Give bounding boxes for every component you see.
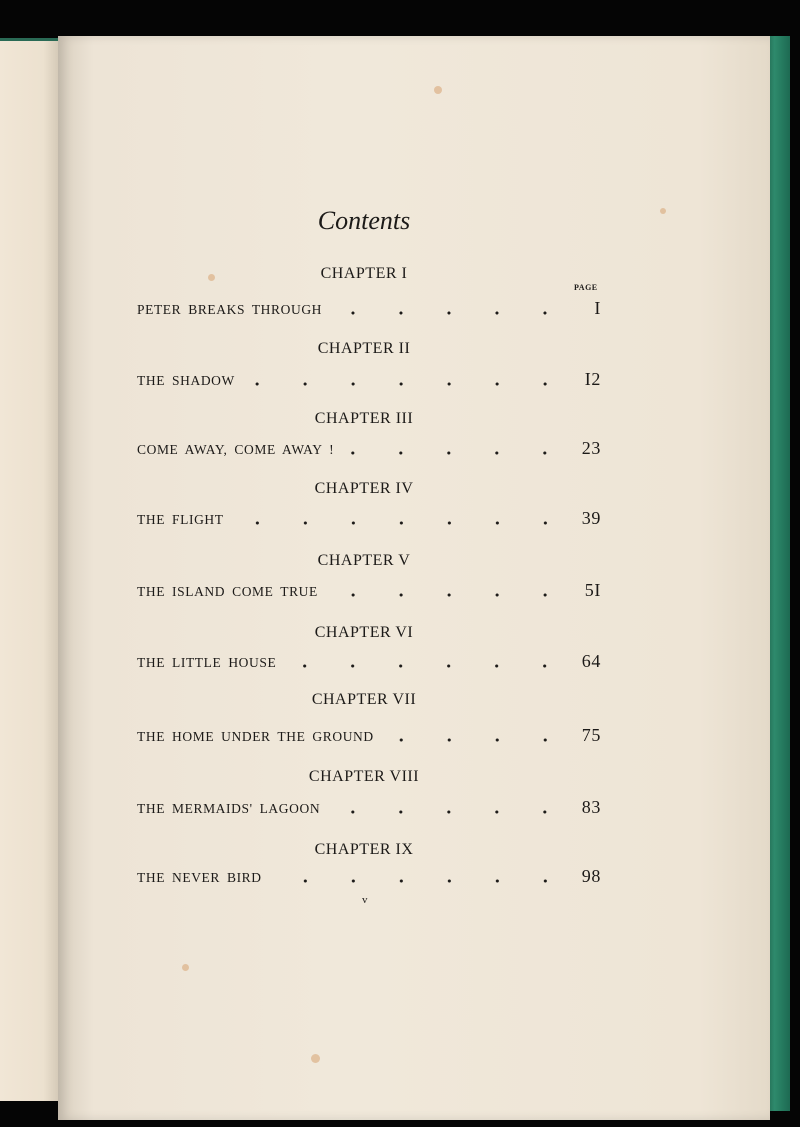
chapter-title: COME AWAY, COME AWAY ! [137, 442, 335, 457]
foxing-spot [182, 964, 189, 971]
toc-entry [137, 651, 601, 672]
page-number: 5I [584, 580, 601, 600]
dot-leader [348, 451, 569, 455]
chapter-heading: CHAPTER IV [314, 480, 414, 497]
page-number: 83 [581, 797, 601, 817]
dot-leader [290, 664, 569, 668]
dot-leader [332, 593, 569, 597]
chapter-title: THE ISLAND COME TRUE [137, 584, 318, 599]
chapter-title: THE MERMAIDS' LAGOON [137, 801, 321, 816]
page-number: 39 [581, 508, 601, 528]
dot-leader [334, 810, 569, 814]
chapter-heading: CHAPTER VI [314, 624, 414, 641]
dot-leader [238, 521, 569, 525]
chapter-heading: CHAPTER IX [314, 841, 414, 858]
page-title: Contents [317, 206, 411, 235]
foxing-spot [311, 1054, 320, 1063]
page-folio: v [362, 894, 368, 906]
page-number: 98 [581, 866, 601, 886]
chapter-title: THE FLIGHT [137, 512, 224, 527]
toc-entry [137, 508, 601, 529]
chapter-title: THE LITTLE HOUSE [137, 655, 277, 670]
chapter-title: PETER BREAKS THROUGH [137, 302, 323, 317]
contents-page [58, 36, 770, 1120]
toc-entry [137, 298, 601, 319]
page-number: I [594, 298, 601, 318]
chapter-heading: CHAPTER III [314, 410, 414, 427]
chapter-heading: CHAPTER V [317, 552, 411, 569]
toc-entry [137, 438, 601, 459]
toc-entry [137, 797, 601, 818]
dot-leader [249, 382, 569, 386]
dot-leader [276, 879, 569, 883]
chapter-heading: CHAPTER II [317, 340, 411, 357]
toc-entry [137, 369, 601, 390]
chapter-title: THE HOME UNDER THE GROUND [137, 729, 374, 744]
chapter-heading: CHAPTER VIII [308, 768, 420, 785]
toc-entry [137, 580, 601, 601]
chapter-heading: CHAPTER I [320, 265, 408, 282]
foxing-spot [434, 86, 442, 94]
chapter-heading: CHAPTER VII [311, 691, 417, 708]
chapter-title: THE NEVER BIRD [137, 870, 262, 885]
page-number: 64 [581, 651, 601, 671]
page-number: 23 [581, 438, 601, 458]
page-column-label: PAGE [574, 283, 598, 292]
dot-leader [388, 738, 569, 742]
dot-leader [336, 311, 569, 315]
chapter-title: THE SHADOW [137, 373, 235, 388]
toc-entry [137, 725, 601, 746]
page-number: I2 [584, 369, 601, 389]
page-number: 75 [581, 725, 601, 745]
toc-entry [137, 866, 601, 887]
